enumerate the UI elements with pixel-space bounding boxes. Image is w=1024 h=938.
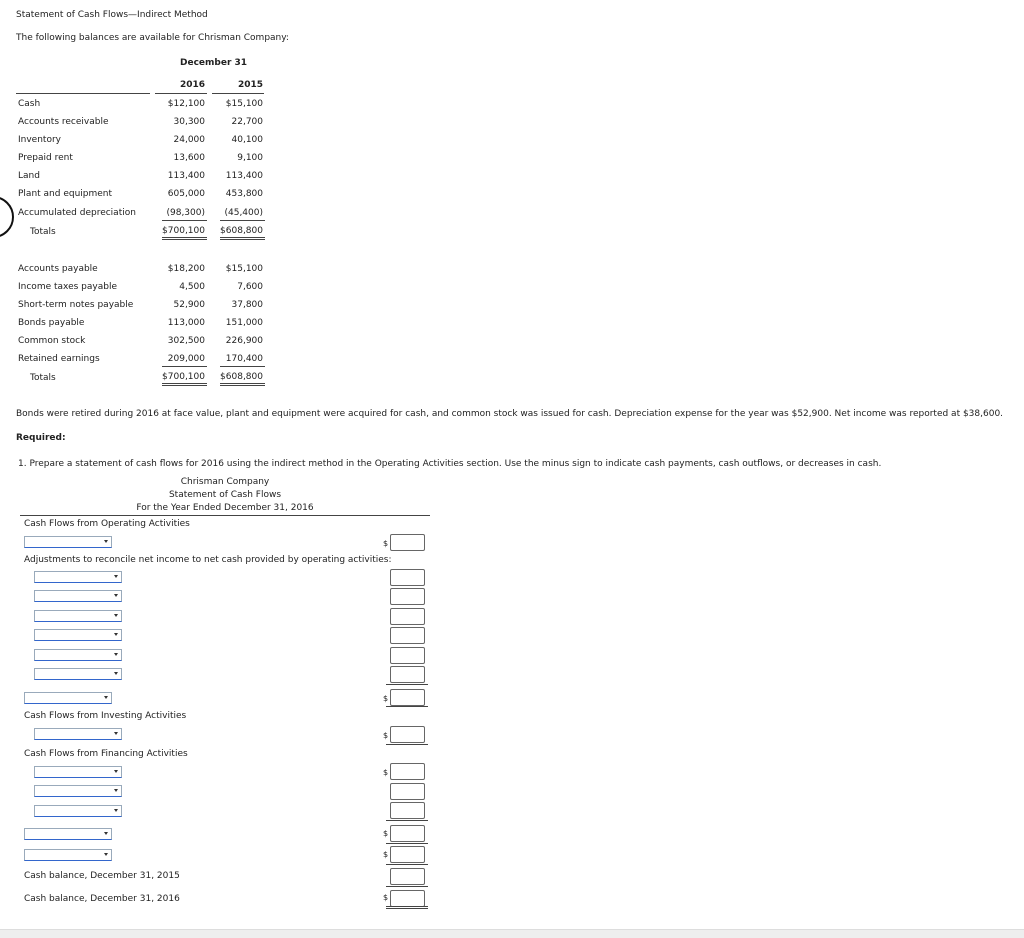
financing-input-1[interactable] <box>390 763 425 780</box>
circle-marker <box>0 196 14 238</box>
row-2015: 40,100 <box>231 135 263 145</box>
financing-input-2[interactable] <box>390 783 425 800</box>
row-2015: 453,800 <box>225 189 263 199</box>
totals-label: Totals <box>30 227 56 237</box>
financing-total-select[interactable] <box>24 828 112 840</box>
row-label: Plant and equipment <box>18 189 113 199</box>
net-change-select[interactable] <box>24 849 112 861</box>
totals-label: Totals <box>30 373 56 383</box>
dollar-sign: $ <box>383 768 389 777</box>
statement-name: Statement of Cash Flows <box>168 490 282 500</box>
row-2015: 113,400 <box>225 171 263 181</box>
row-label: Inventory <box>18 135 61 145</box>
adjustment-input-4[interactable] <box>390 627 425 644</box>
cash-2015-label: Cash balance, December 31, 2015 <box>24 871 180 881</box>
dollar-sign: $ <box>383 539 389 548</box>
dollar-sign: $ <box>383 731 389 740</box>
page-title: Statement of Cash Flows—Indirect Method <box>16 10 208 20</box>
adjustment-input-3[interactable] <box>390 608 425 625</box>
adjustment-select-4[interactable] <box>34 629 122 641</box>
financing-select-1[interactable] <box>34 766 122 778</box>
statement-period: For the Year Ended December 31, 2016 <box>136 503 314 513</box>
row-2016: 605,000 <box>167 189 205 199</box>
adjustment-input-5[interactable] <box>390 647 425 664</box>
row-label: Prepaid rent <box>18 153 73 163</box>
row-2016: (98,300) <box>166 208 205 218</box>
subtotal-rule <box>220 220 265 221</box>
sum-rule <box>386 684 428 685</box>
total-2015: $608,800 <box>220 372 263 382</box>
final-double-rule <box>386 906 428 909</box>
net-change-input[interactable] <box>390 846 425 863</box>
dollar-sign: $ <box>383 850 389 859</box>
row-2016: $18,200 <box>167 264 205 274</box>
row-label: Accounts receivable <box>18 117 109 127</box>
row-2016: 30,300 <box>173 117 205 127</box>
total-double-rule <box>162 237 207 240</box>
financing-heading: Cash Flows from Financing Activities <box>24 749 188 759</box>
cash-2015-input[interactable] <box>390 868 425 885</box>
net-income-input[interactable] <box>390 534 425 551</box>
header-rule-label <box>16 93 150 94</box>
total-double-rule <box>220 237 265 240</box>
adjustment-select-6[interactable] <box>34 668 122 680</box>
problem-paragraph: Bonds were retired during 2016 at face value, plant and equipment were acquired for cash, and common stock was issued for cash. Depreciation expense for the year was $52,900. Net income was reported at $38,600. <box>16 409 1004 419</box>
required-heading: Required: <box>16 433 66 443</box>
row-label: Retained earnings <box>18 354 100 364</box>
row-2015: 226,900 <box>225 336 263 346</box>
adjustment-select-3[interactable] <box>34 610 122 622</box>
row-label: Income taxes payable <box>18 282 117 292</box>
adjustment-select-5[interactable] <box>34 649 122 661</box>
adjustment-select-2[interactable] <box>34 590 122 602</box>
adjustment-input-1[interactable] <box>390 569 425 586</box>
table-header-december: December 31 <box>180 58 248 68</box>
header-rule-2016 <box>155 93 207 94</box>
subtotal-rule <box>162 220 207 221</box>
statement-company: Chrisman Company <box>180 477 270 487</box>
dollar-sign: $ <box>383 829 389 838</box>
subtotal-rule <box>220 366 265 367</box>
financing-input-3[interactable] <box>390 802 425 819</box>
investing-input[interactable] <box>390 726 425 743</box>
row-2015: 37,800 <box>231 300 263 310</box>
row-label: Land <box>18 171 40 181</box>
total-double-rule <box>220 383 265 386</box>
row-label: Common stock <box>18 336 86 346</box>
row-2015: 22,700 <box>231 117 263 127</box>
sum-rule <box>386 820 428 821</box>
total-double-rule <box>162 383 207 386</box>
cash-2016-input[interactable] <box>390 890 425 907</box>
subtotal-rule <box>162 366 207 367</box>
sum-rule <box>386 744 428 745</box>
intro-text: The following balances are available for Chrisman Company: <box>16 33 289 43</box>
operating-total-input[interactable] <box>390 689 425 706</box>
row-2015: 170,400 <box>225 354 263 364</box>
financing-select-3[interactable] <box>34 805 122 817</box>
row-2016: 13,600 <box>173 153 205 163</box>
sum-rule <box>386 843 428 844</box>
row-2015: $15,100 <box>225 99 263 109</box>
row-label: Cash <box>18 99 41 109</box>
total-2016: $700,100 <box>162 372 205 382</box>
header-rule-2015 <box>212 93 264 94</box>
operating-net-income-select[interactable] <box>24 536 112 548</box>
cash-2016-label: Cash balance, December 31, 2016 <box>24 894 180 904</box>
row-2015: 9,100 <box>237 153 263 163</box>
financing-total-input[interactable] <box>390 825 425 842</box>
sum-rule <box>386 864 428 865</box>
dollar-sign: $ <box>383 893 389 902</box>
statement-header-rule <box>20 515 430 516</box>
row-2016: 113,400 <box>167 171 205 181</box>
row-2015: $15,100 <box>225 264 263 274</box>
year-2015-header: 2015 <box>237 80 263 90</box>
total-2016: $700,100 <box>162 226 205 236</box>
total-2015: $608,800 <box>220 226 263 236</box>
adjustment-select-1[interactable] <box>34 571 122 583</box>
operating-total-select[interactable] <box>24 692 112 704</box>
adjustment-input-2[interactable] <box>390 588 425 605</box>
financing-select-2[interactable] <box>34 785 122 797</box>
investing-heading: Cash Flows from Investing Activities <box>24 711 187 721</box>
row-2016: 302,500 <box>167 336 205 346</box>
row-2016: 52,900 <box>173 300 205 310</box>
adjustments-heading: Adjustments to reconcile net income to net cash provided by operating activities: <box>24 555 392 565</box>
row-label: Accounts payable <box>18 264 98 274</box>
question-1: 1. Prepare a statement of cash flows for 2016 using the indirect method in the Operating Activities section. Use the minus sign to indicate cash payments, cash outflows, or decreases in cash. <box>18 459 882 469</box>
year-2016-header: 2016 <box>179 80 205 90</box>
row-2016: 113,000 <box>167 318 205 328</box>
dollar-sign: $ <box>383 694 389 703</box>
sum-rule <box>386 706 428 707</box>
row-2016: 4,500 <box>179 282 205 292</box>
row-2015: 7,600 <box>237 282 263 292</box>
sum-rule <box>386 886 428 887</box>
row-label: Bonds payable <box>18 318 85 328</box>
row-2016: 24,000 <box>173 135 205 145</box>
row-2016: $12,100 <box>167 99 205 109</box>
row-label: Short-term notes payable <box>18 300 134 310</box>
operating-heading: Cash Flows from Operating Activities <box>24 519 190 529</box>
row-2016: 209,000 <box>167 354 205 364</box>
row-2015: 151,000 <box>225 318 263 328</box>
investing-select[interactable] <box>34 728 122 740</box>
adjustment-input-6[interactable] <box>390 666 425 683</box>
row-2015: (45,400) <box>224 208 263 218</box>
row-label: Accumulated depreciation <box>18 208 136 218</box>
